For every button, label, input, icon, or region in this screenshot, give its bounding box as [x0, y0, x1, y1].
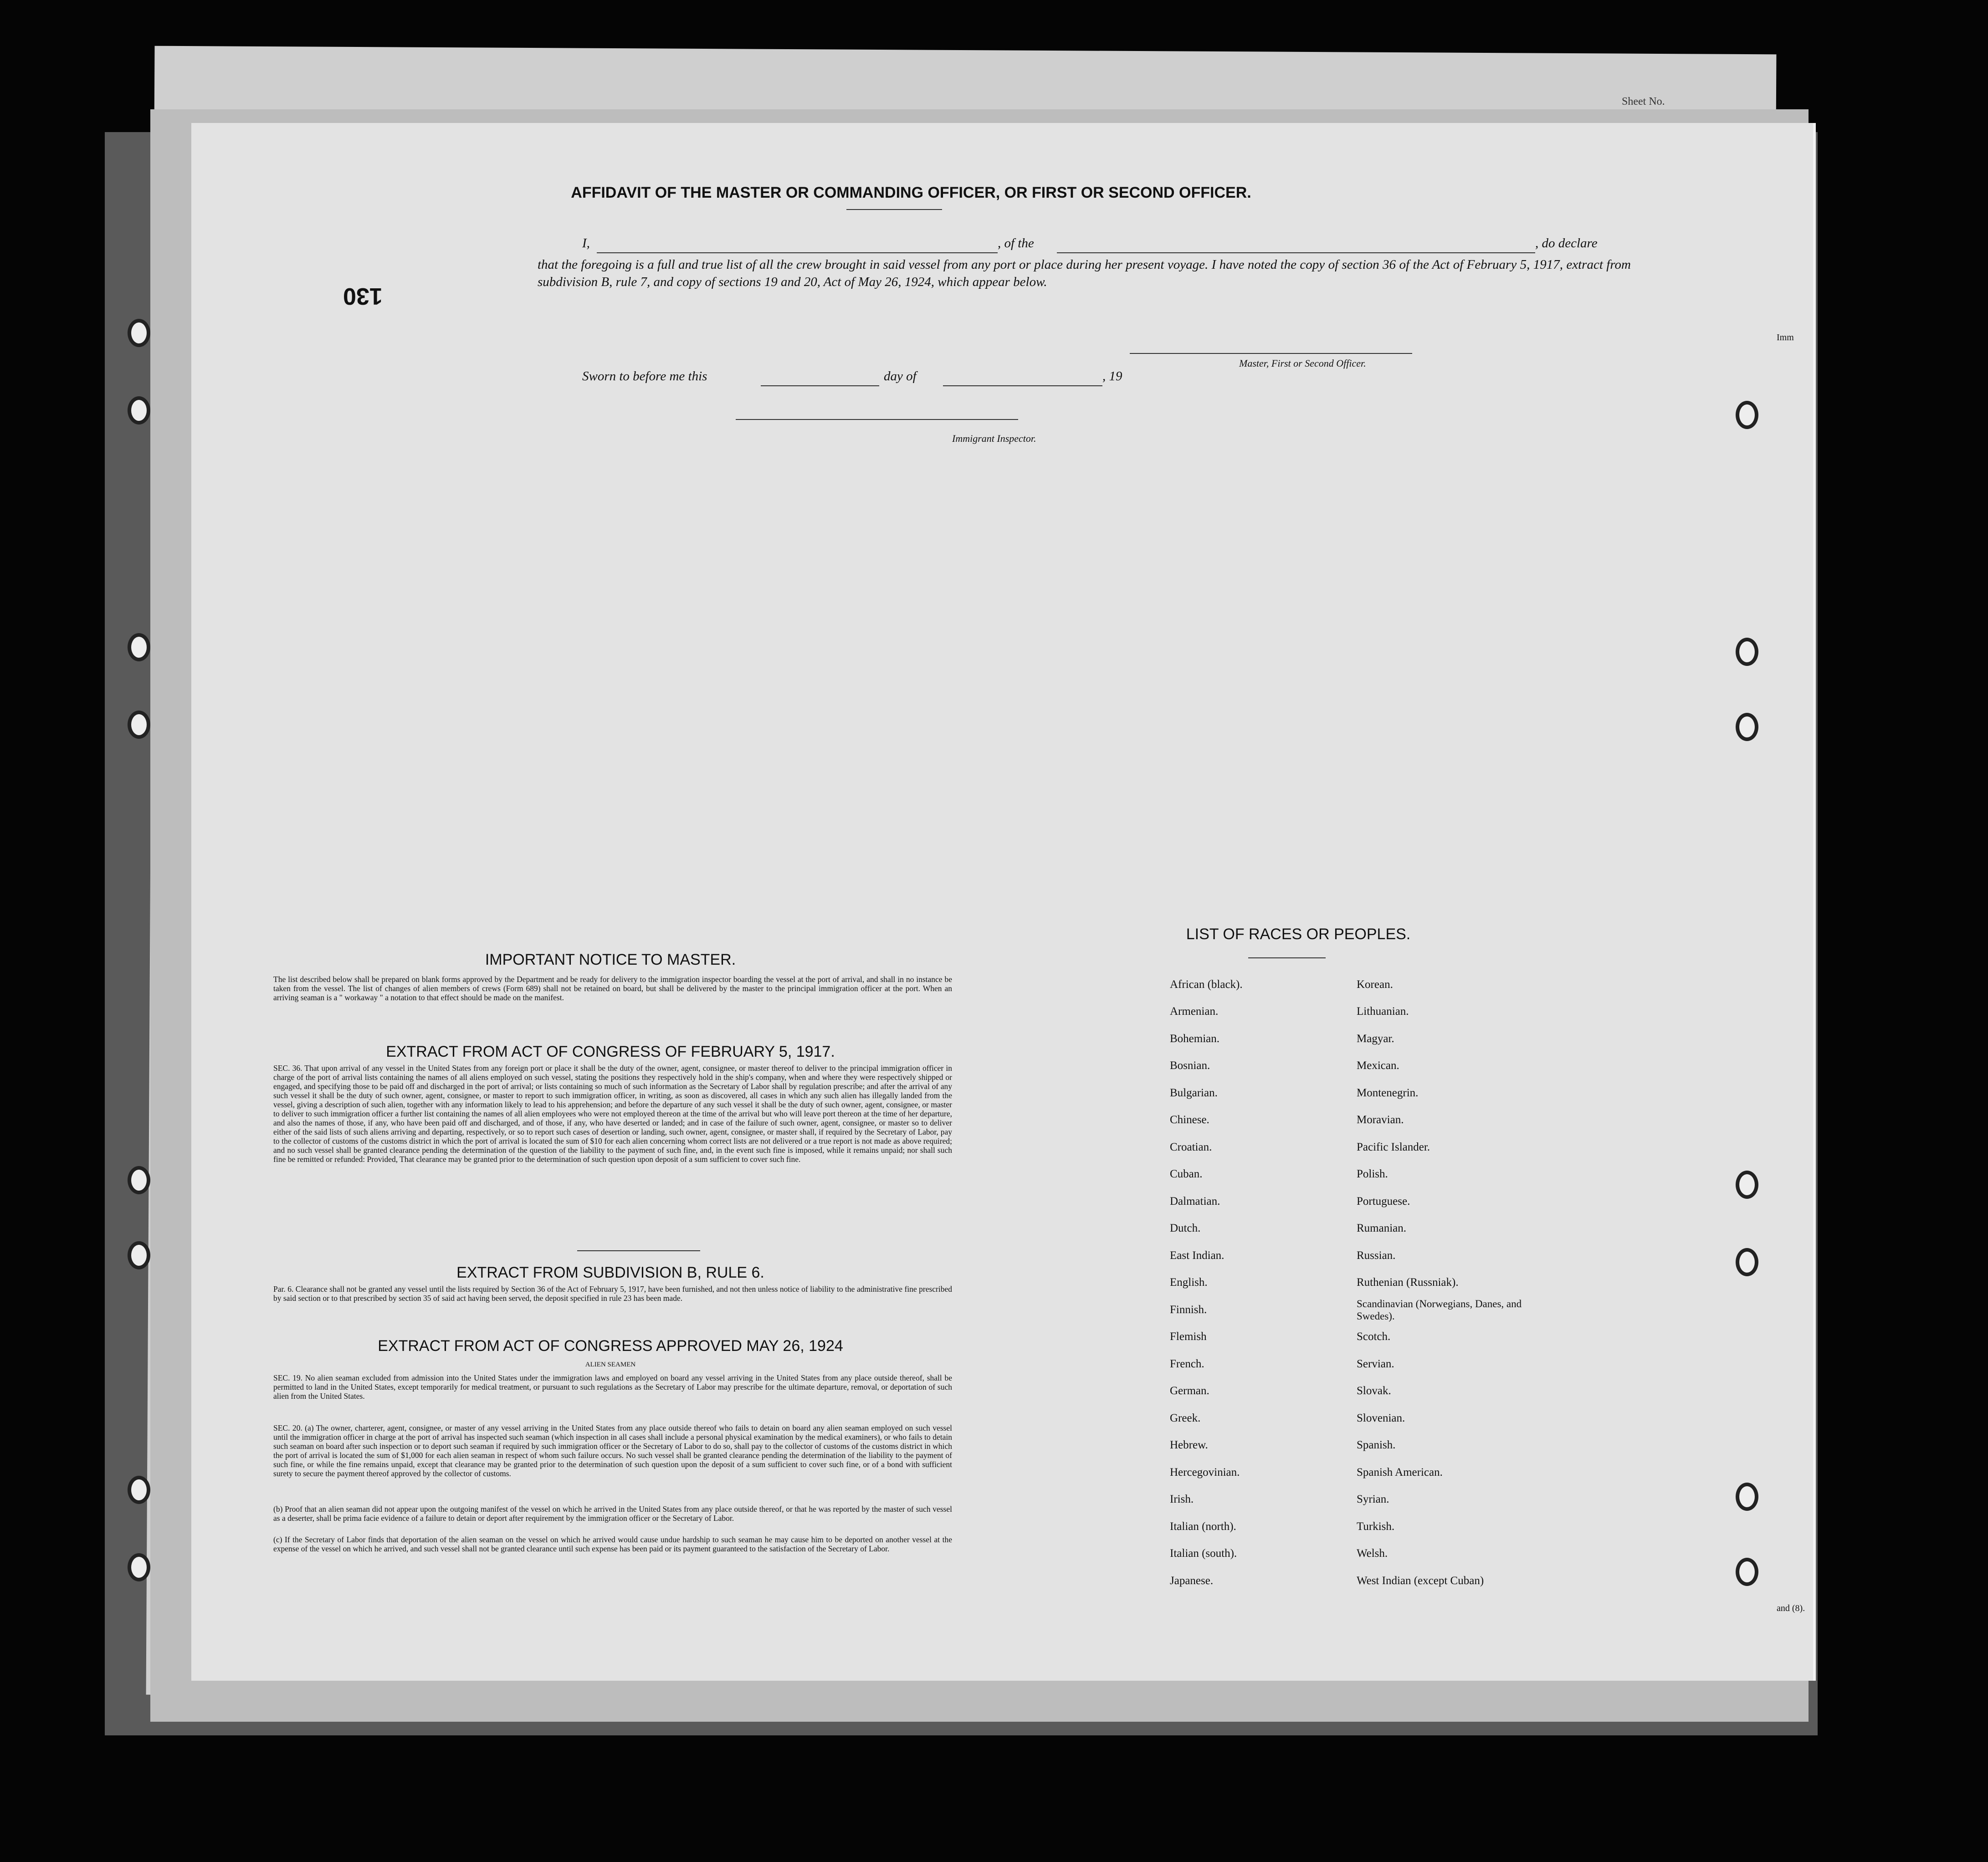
race-left: Italian (north). — [1170, 1520, 1236, 1533]
races-row — [1170, 1134, 1548, 1161]
race-left: Croatian. — [1170, 1141, 1212, 1153]
races-row — [1170, 998, 1548, 1026]
race-right: Syrian. — [1357, 1493, 1389, 1506]
race-left: Cuban. — [1170, 1168, 1203, 1181]
races-row — [1170, 971, 1548, 998]
race-left: English. — [1170, 1276, 1208, 1289]
races-row — [1170, 1296, 1548, 1324]
races-row — [1170, 1242, 1548, 1269]
sworn-year: , 19 — [1102, 369, 1122, 384]
manifest-page — [191, 123, 1816, 1681]
heading-underline — [846, 209, 942, 210]
affidavit-body: that the foregoing is a full and true list of all the crew brought in said vessel from any port or place during her present voyage. I have noted the copy of section 36 of the Act of February 5, 1917, extract from subdivision B, rule 7, and copy of sections 19 and 20, Act of May 26, 1924, which appear below. — [538, 257, 1631, 289]
race-right: Magyar. — [1357, 1032, 1394, 1045]
races-row — [1170, 1025, 1548, 1053]
race-right: Pacific Islander. — [1357, 1141, 1430, 1153]
race-right: Welsh. — [1357, 1547, 1388, 1560]
race-right: Turkish. — [1357, 1520, 1395, 1533]
margin-number: 130 — [343, 283, 383, 309]
race-right: Scandinavian (Norwegians, Danes, and Swedes). — [1357, 1298, 1522, 1322]
edge-imm: Imm — [1777, 332, 1794, 343]
race-left: French. — [1170, 1357, 1204, 1370]
race-right: West Indian (except Cuban) — [1357, 1574, 1484, 1587]
race-left: Flemish — [1170, 1330, 1207, 1343]
rule6-text: Par. 6. Clearance shall not be granted any vessel until the lists required by Section 36 of the Act of February 5, 1917, have been furnished, and not then unless notice of liability to the administrative fine prescribed by said section or to that prescribed by section 35 of said act having been served, the deposit specified in rule 23 has been made. — [273, 1284, 952, 1303]
race-right: Polish. — [1357, 1168, 1388, 1181]
races-underline — [1248, 957, 1326, 958]
races-row — [1170, 1459, 1548, 1486]
binder-hole — [128, 1553, 150, 1581]
races-row — [1170, 1053, 1548, 1080]
affidavit-of-the: , of the — [998, 236, 1034, 251]
races-row — [1170, 1567, 1548, 1595]
sworn-day-blank — [761, 385, 879, 386]
race-left: Hebrew. — [1170, 1439, 1208, 1452]
race-right: Spanish. — [1357, 1439, 1396, 1452]
binder-hole — [1736, 1171, 1758, 1199]
affidavit-i: I, — [582, 236, 590, 251]
affidavit-declare: , do declare — [1535, 236, 1598, 251]
races-row — [1170, 1079, 1548, 1107]
race-left: African (black). — [1170, 978, 1243, 991]
race-right: Ruthenian (Russniak). — [1357, 1276, 1459, 1289]
sworn-month-blank — [943, 385, 1102, 386]
binder-hole — [128, 1166, 150, 1194]
race-left: Japanese. — [1170, 1574, 1214, 1587]
binder-hole — [128, 1241, 150, 1269]
race-right: Slovak. — [1357, 1385, 1391, 1397]
race-left: Greek. — [1170, 1412, 1201, 1424]
races-row — [1170, 1161, 1548, 1188]
inspector-label: Immigrant Inspector. — [952, 433, 1036, 444]
race-left: Bulgarian. — [1170, 1086, 1218, 1099]
extract-1924-sec19: SEC. 19. No alien seaman excluded from admission into the United States under the immigration laws and employed on board any vessel arriving in the United States from any place outside thereof, shall be permitted to land in the United States, except temporarily for medical treatment, or pursuant to such regulations as the Secretary of Labor may prescribe for the ultimate departure, removal, or deportation of such alien from the United States. — [273, 1373, 952, 1401]
extract-1924-sec20a: SEC. 20. (a) The owner, charterer, agent, consignee, or master of any vessel arriving in the United States from any place outside thereof who fails to detain on board any alien seaman employed on such vessel until the immigration officer in charge at the port of arrival has inspected such seaman (which inspection in all cases shall include a personal physical examination by the medical examiners), or who fails to detain such seaman on board after such inspection or to deport such seaman if required by such immigration officer or the Secretary of Labor to do so, shall pay to the collector of customs of the customs district in which the port of arrival is located the sum of $1,000 for each alien seaman in respect of whom such failure occurs. No such vessel shall be granted clearance pending the determination of the liability to the payment of such fine, or while the fine remains unpaid, except that clearance may be granted prior to the determination of such question upon the deposit of a sum sufficient to cover such fine, or of a bond with sufficient surety to secure the payment thereof approved by the collector of customs. — [273, 1423, 952, 1478]
sworn-day-of: day of — [884, 369, 917, 384]
race-left: Dutch. — [1170, 1222, 1201, 1235]
race-right: Moravian. — [1357, 1114, 1404, 1126]
races-row — [1170, 1486, 1548, 1514]
race-left: Bohemian. — [1170, 1032, 1220, 1045]
race-left: Armenian. — [1170, 1005, 1219, 1018]
sworn-prefix: Sworn to before me this — [582, 369, 707, 384]
race-right: Rumanian. — [1357, 1222, 1407, 1235]
race-left: German. — [1170, 1385, 1209, 1397]
races-row — [1170, 1215, 1548, 1243]
race-right: Montenegrin. — [1357, 1086, 1419, 1099]
races-row — [1170, 1378, 1548, 1405]
binder-hole — [128, 633, 150, 661]
race-left: Irish. — [1170, 1493, 1194, 1506]
affidavit-heading: AFFIDAVIT OF THE MASTER OR COMMANDING OFFICER, OR FIRST OR SECOND OFFICER. — [571, 184, 1251, 201]
binder-hole — [1736, 401, 1758, 429]
notice-text: The list described below shall be prepared on blank forms approved by the Department and be ready for delivery to the immigration inspector boarding the vessel at the port of arrival, and shall in no instance be taken from the vessel. The list of changes of alien members of crews (Form 689) shall not be retained on board, but shall be delivered by the master to the principal immigration officer at the port. When an arriving seaman is a " workaway " a notation to that effect should be made on the manifest. — [273, 975, 952, 1002]
vessel-blank — [1057, 252, 1535, 253]
race-right: Mexican. — [1357, 1059, 1399, 1072]
races-table — [1170, 971, 1548, 1595]
divider-1 — [577, 1250, 700, 1251]
extract-1924-subheading: ALIEN SEAMEN — [585, 1361, 636, 1368]
extract-1917-text: SEC. 36. That upon arrival of any vessel in the United States from any foreign port or place it shall be the duty of the owner, agent, consignee, or master thereof to deliver to the principal immigration officer in charge of the port of arrival lists containing the names of all aliens employed on such vessel, stating the positions they respectively hold in the ship's company, when and where they were respectively shipped or engaged, and specifying those to be paid off and discharged in the port of arrival; or lists containing so much of such information as the Secretary of Labor shall by regulation prescribe; and after the arrival of any such vessel it shall be the duty of such owner, agent, consignee, or master to report to such immigration officer, in writing, as soon as discovered, all cases in which any such alien has illegally landed from the vessel, giving a description of such alien, together with any information likely to lead to his apprehension; and before the departure of any such vessel it shall be the duty of such owner, agent, consignee, or master to deliver to such immigration officer a further list containing the names of all alien employees who were not employed thereon at the time of the arrival but who will leave port thereon at the time of her departure, and also the names of those, if any, who have been paid off and discharged, and of those, if any, who have deserted or landed; and in case of the failure of such owner, agent, consignee, or master so to deliver either of the said lists of such aliens arriving and departing, respectively, or so to report such cases of desertion or landing, such owner, agent, consignee, or master shall, if required by the Secretary of Labor, pay to the collector of customs of the customs district in which the port of arrival is located the sum of $10 for each alien concerning whom correct lists are not delivered or a true report is not made as above required; and no such vessel shall be granted clearance pending the determination of the question of the liability to the payment of such fine, and, in the event such fine is imposed, while it remains unpaid; nor shall such fine be remitted or refunded: Provided, That clearance may be granted prior to the determination of such question upon deposit of a sum sufficient to cover such fine. — [273, 1064, 952, 1164]
races-row — [1170, 1432, 1548, 1459]
race-left: Bosnian. — [1170, 1059, 1210, 1072]
race-right: Korean. — [1357, 978, 1393, 991]
binder-hole — [1736, 1558, 1758, 1586]
extract-1924-heading: EXTRACT FROM ACT OF CONGRESS APPROVED MAY 26, 1924 — [378, 1337, 843, 1355]
race-left: Finnish. — [1170, 1303, 1207, 1316]
race-left: East Indian. — [1170, 1249, 1225, 1262]
races-row — [1170, 1350, 1548, 1378]
races-row — [1170, 1269, 1548, 1297]
binder-hole — [128, 319, 150, 347]
binder-hole — [1736, 1483, 1758, 1511]
signature-label: Master, First or Second Officer. — [1239, 358, 1366, 369]
inspector-blank — [736, 419, 1018, 420]
binder-hole — [128, 1476, 150, 1504]
races-row — [1170, 1540, 1548, 1568]
extract-1924-sec20b: (b) Proof that an alien seaman did not appear upon the outgoing manifest of the vessel on which he arrived in the United States from any place outside thereof, or that he was reported by the master of such vessel as a deserter, shall be prima facie evidence of a failure to detain or deport after requirement by the immigration officer or the Secretary of Labor. — [273, 1504, 952, 1523]
binder-hole — [1736, 1248, 1758, 1276]
race-right: Lithuanian. — [1357, 1005, 1409, 1018]
name-blank — [597, 252, 998, 253]
signature-blank — [1130, 353, 1412, 354]
race-left: Italian (south). — [1170, 1547, 1237, 1560]
race-right: Russian. — [1357, 1249, 1396, 1262]
race-right: Servian. — [1357, 1357, 1394, 1370]
race-left: Chinese. — [1170, 1114, 1209, 1126]
rule6-heading: EXTRACT FROM SUBDIVISION B, RULE 6. — [456, 1264, 764, 1281]
race-right: Scotch. — [1357, 1330, 1391, 1343]
edge-note: and (8). — [1777, 1603, 1805, 1613]
races-row — [1170, 1107, 1548, 1134]
binder-hole — [1736, 713, 1758, 741]
races-row — [1170, 1324, 1548, 1351]
binder-hole — [1736, 638, 1758, 666]
race-right: Spanish American. — [1357, 1466, 1443, 1478]
races-row — [1170, 1405, 1548, 1432]
binder-hole — [128, 711, 150, 739]
race-right: Portuguese. — [1357, 1195, 1410, 1207]
extract-1917-heading: EXTRACT FROM ACT OF CONGRESS OF FEBRUARY 5, 1917. — [386, 1043, 835, 1060]
races-heading: LIST OF RACES OR PEOPLES. — [1186, 926, 1411, 943]
edge-sheet-number: Sheet No. — [1622, 96, 1665, 107]
races-row — [1170, 1188, 1548, 1215]
races-row — [1170, 1513, 1548, 1540]
race-left: Dalmatian. — [1170, 1195, 1220, 1207]
race-right: Slovenian. — [1357, 1412, 1405, 1424]
notice-heading: IMPORTANT NOTICE TO MASTER. — [485, 951, 736, 968]
extract-1924-sec20c: (c) If the Secretary of Labor finds that deportation of the alien seaman on the vessel on which he arrived would cause undue hardship to such seaman he may cause him to be deported on another vessel at the expense of the vessel on which he arrived, and such vessel shall not be granted clearance until such expense has been paid or its payment guaranteed to the satisfaction of the Secretary of Labor. — [273, 1535, 952, 1553]
binder-hole — [128, 396, 150, 425]
race-left: Hercegovinian. — [1170, 1466, 1240, 1478]
